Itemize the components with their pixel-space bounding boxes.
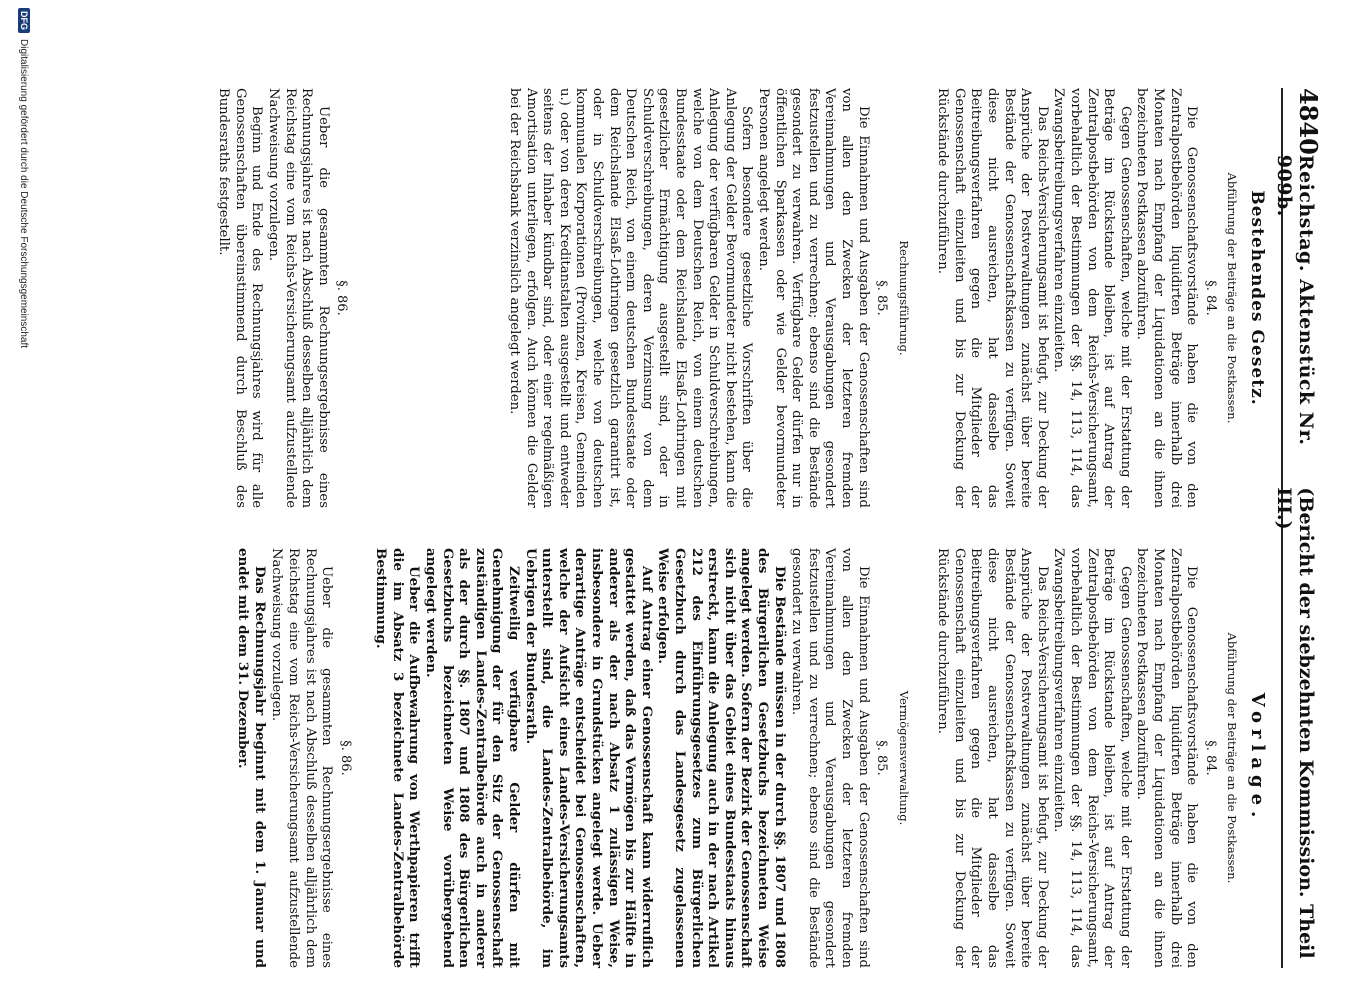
dfg-logo: DFG (18, 8, 30, 33)
paragraph-text: Ueber die gesammten Rechnungsergebnisse eines Rechnungsjahres ist nach Abschluß desselben alljährlich dem Reichstag eine vom Reichs-Versicherungsamt aufzustellende Nachweisung vorzulegen. (269, 548, 335, 968)
paragraph-text-amended: Auf Antrag einer Genossenschaft kann widerruflich gestattet werden, daß das Vermögen bis zur Hälfte in anderer als der nach Absatz 1 zulässigen Weise, insbesondere in Grundstücken angelegt werde. Ueber derartige Anträge entscheidet bei Genossenschaften, welche der Aufsicht eines Landes-Versicherungsamts unterstellt sind, die Landes-Zentralbehörde, im Uebrigen der Bundesrath. (522, 548, 655, 968)
section-subhead: Abführung der Beiträge an die Postkassen. (1225, 172, 1240, 424)
header-title: Reichstag. Aktenstück Nr. 909b. (1273, 154, 1317, 446)
paragraph-number: §. 86. (334, 280, 350, 316)
header-subtitle: (Bericht der siebzehnten Kommission. Theil III.) (1273, 487, 1317, 959)
paragraph-text: Ueber die gesammten Rechnungsergebnisse eines Rechnungsjahres ist nach Abschluß desselben alljährlich dem Reichstag eine vom Reichs-Versicherungsamt aufzustellende Nachweisung vorzulegen. (266, 88, 331, 508)
section-subhead: Abführung der Beiträge an die Postkassen. (1225, 632, 1240, 884)
paragraph-text: Gegen Genossenschaften, welche mit der Erstattung der Beträge im Rückstande bleiben, ist auf Antrag der Zentralpostbehörden von dem Reichs-Versicherungsamt, vorbehaltlich der Bestimmungen der §§. 14, 113, 114, das Zwangsbeitreibungsverfahren einzuleiten. (1051, 548, 1133, 968)
footer-text: Digitalisierung gefördert durch die Deutsche Forschungsgemeinschaft (18, 39, 30, 349)
digitization-footer (18, 0, 30, 1008)
paragraph-text: Gegen Genossenschaften, welche mit der Erstattung der Beträge im Rückstande bleiben, ist auf Antrag der Zentralpostbehörden von dem Reichs-Versicherungsamt, vorbehaltlich der Bestimmungen der §§. 14, 113, 114, das Zwangsbeitreibungsverfahren einzuleiten. (1051, 88, 1133, 508)
page-number: 4840 (1294, 88, 1323, 155)
paragraph-number: §. 84. (1202, 280, 1218, 316)
paragraph-number: §. 85. (874, 280, 890, 316)
paragraph-text: Beginn und Ende des Rechnungsjahres wird für alle Genossenschaften übereinstimmend durch Beschluß des Bundesraths festgestellt. (216, 88, 265, 508)
paragraph-text-amended: Ueber die Aufbewahrung von Werthpapieren trifft die im Absatz 3 bezeichnete Landes-Zentralbehörde Bestimmung. (373, 548, 423, 968)
paragraph-text: Sofern besondere gesetzliche Vorschriften über die Anlegung der Gelder Bevormundeter nicht bestehen, kann die Anlegung der verfügbaren Gelder in Schuldverschreibungen, welche von dem Deutschen Reich, von einem deutschen Bundesstaate oder dem Reichslande Elsaß-Lothringen mit gesetzlicher Ermächtigung ausgestellt sind, oder in Schuldverschreibungen, deren Verzinsung von dem Deutschen Reich, von einem deutschen Bundesstaate oder dem Reichslande Elsaß-Lothringen gesetzlich garantirt ist, oder in Schuldverschreibungen, welche von deutschen kommunalen Korporationen (Provinzen, Kreisen, Gemeinden u.) oder von deren Kreditanstalten ausgestellt und entweder seitens der Inhaber kündbar sind, oder einer regelmäßigen Amortisation unterliegen, erfolgen. Auch können die Gelder bei der Reichsbank verzinslich angelegt werden. (507, 88, 755, 508)
paragraph-text-amended: Zeitweilig verfügbare Gelder dürfen mit Genehmigung der für den Sitz der Genossenschaft zuständigen Landes-Zentralbehörde auch in anderer als der durch §§. 1807 und 1808 des Bürgerlichen Gesetzbuchs bezeichneten Weise vorübergehend angelegt werden. (423, 548, 523, 968)
paragraph-text: Die Genossenschaftsvorstände haben die von den Zentralpostbehörden liquidirten Beträge innerhalb drei Monaten nach Empfang der Liquidationen an die ihnen bezeichneten Postkassen abzuführen. (1134, 88, 1200, 508)
section-subhead: Vermögensverwaltung. (896, 690, 911, 826)
column-title: Bestehendes Gesetz. (1247, 190, 1267, 406)
column-proposal (235, 548, 1268, 968)
column-existing-law (215, 88, 1265, 508)
paragraph-text: Das Reichs-Versicherungsamt ist befugt, zur Deckung der Ansprüche der Postverwaltungen zunächst über bereite Bestände der Genossenschaftskassen zu verfügen. Soweit diese nicht ausreichen, hat dasselbe das Beitreibungsverfahren gegen die Mitglieder der Genossenschaft einzuleiten und bis zur Deckung der Rückstände durchzuführen. (935, 548, 1050, 968)
section-subhead: Rechnungsführung. (896, 240, 911, 356)
paragraph-number: §. 86. (337, 740, 353, 776)
paragraph-number: §. 84. (1202, 740, 1218, 776)
paragraph-text-amended: Das Rechnungsjahr beginnt mit dem 1. Januar und endet mit dem 31. Dezember. (235, 548, 268, 968)
paragraph-text: Die Einnahmen und Ausgaben der Genossenschaften sind von allen den Zwecken der letzteren fremden Vereinnahmungen und Verausgabungen gesondert festzustellen und zu verrechnen; ebenso sind die Bestände gesondert zu verwahren. Verfügbare Gelder dürfen nur in öffentlichen Sparkassen oder wie Gelder bevormundeter Personen angelegt werden. (755, 88, 871, 508)
column-title: Vorlage. (1247, 692, 1268, 824)
paragraph-text: Die Einnahmen und Ausgaben der Genossenschaften sind von allen den Zwecken der letzteren fremden Vereinnahmungen und Verausgabungen gesondert festzustellen und zu verrechnen; ebenso sind die Bestände gesondert zu verwahren. (789, 548, 871, 968)
page-header (1273, 88, 1323, 968)
paragraph-text: Das Reichs-Versicherungsamt ist befugt, zur Deckung der Ansprüche der Postverwaltungen zunächst über bereite Bestände der Genossenschaftskassen zu verfügen. Soweit diese nicht ausreichen, hat dasselbe das Beitreibungsverfahren gegen die Mitglieder der Genossenschaft einzuleiten und bis zur Deckung der Rückstände durchzuführen. (935, 88, 1050, 508)
paragraph-text-amended: Die Bestände müssen in der durch §§. 1807 und 1808 des Bürgerlichen Gesetzbuchs bezeichneten Weise angelegt werden. Sofern der Bezirk der Genossenschaft sich nicht über das Gebiet eines Bundesstaats hinaus erstreckt, kann die Anlegung auch in der nach Artikel 212 des Einführungsgesetzes zum Bürgerlichen Gesetzbuch durch das Landesgesetz zugelassenen Weise erfolgen. (655, 548, 788, 968)
paragraph-number: §. 85. (874, 740, 890, 776)
paragraph-text: Die Genossenschaftsvorstände haben die von den Zentralpostbehörden liquidirten Beträge innerhalb drei Monaten nach Empfang der Liquidationen an die ihnen bezeichneten Postkassen abzuführen. (1134, 548, 1200, 968)
page-content (63, 88, 1353, 968)
